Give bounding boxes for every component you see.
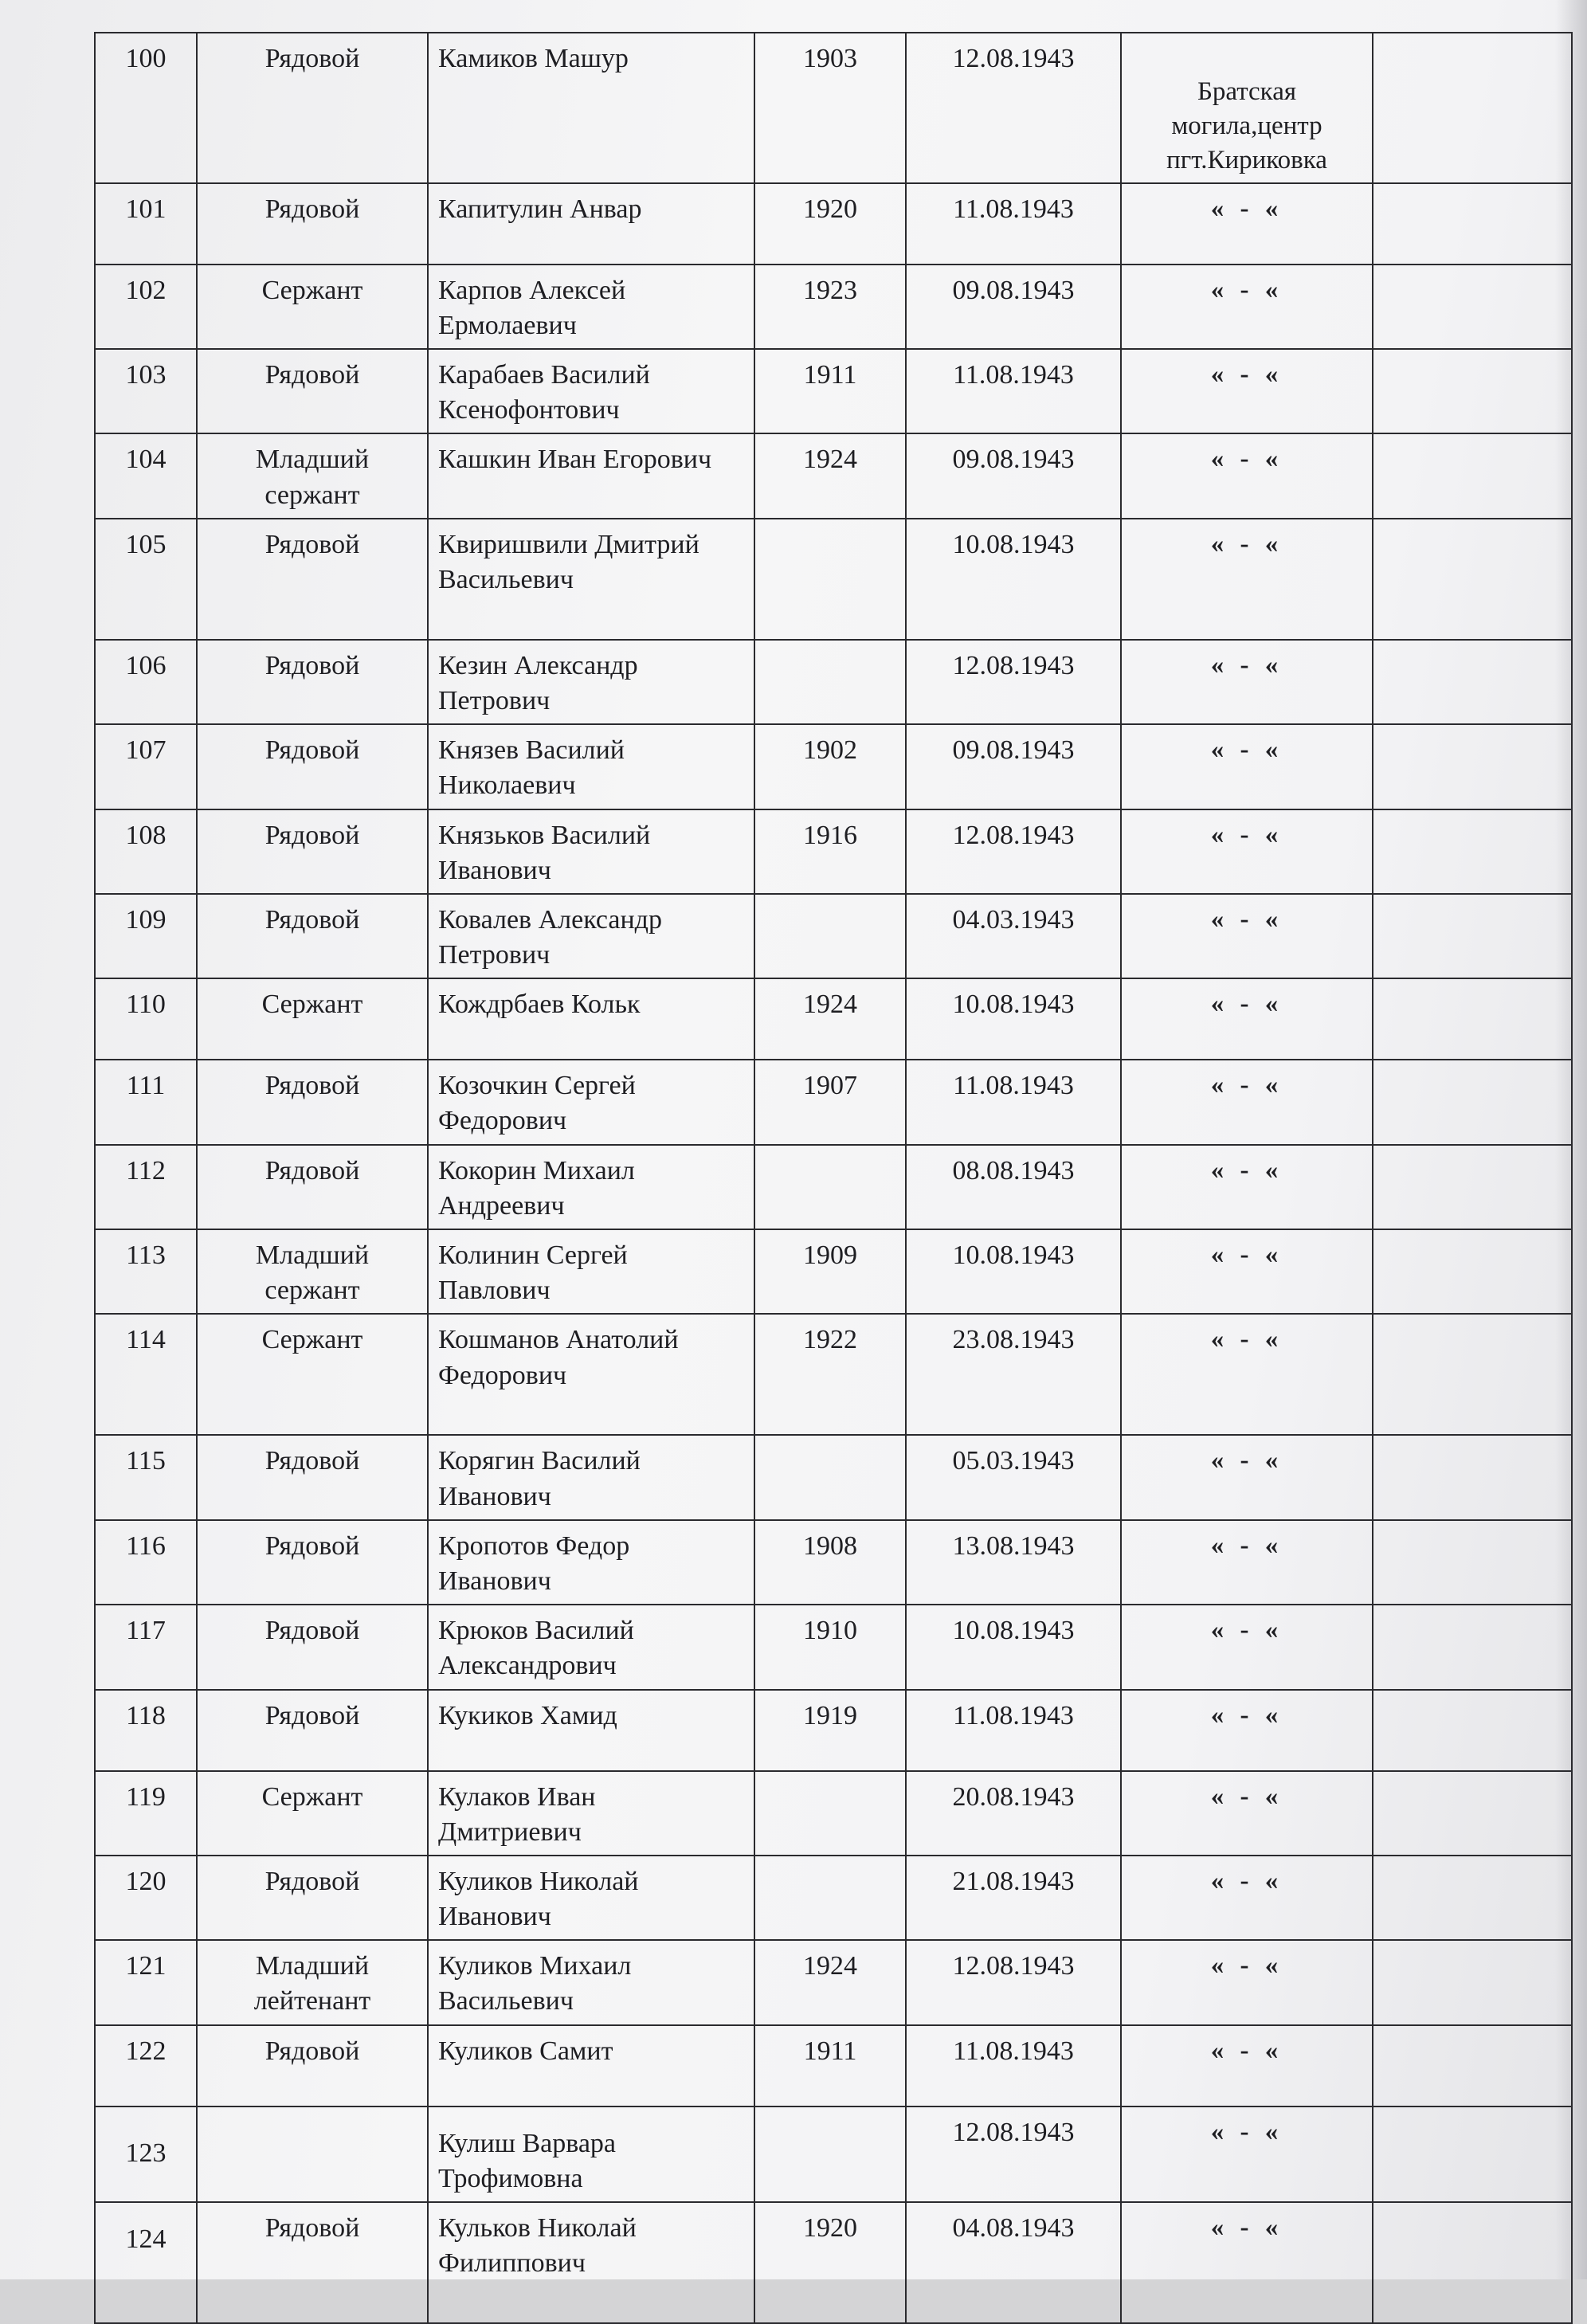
table-row <box>95 2106 1572 2202</box>
full-name: Князьков Василий Иванович <box>428 809 754 894</box>
military-rank: Рядовой <box>197 640 428 724</box>
full-name: Кашкин Иван Егорович <box>428 433 754 518</box>
burial-place <box>1121 1435 1373 1519</box>
ditto-mark: « - « <box>1210 1446 1283 1476</box>
burial-place <box>1121 519 1373 640</box>
ditto-mark: « - « <box>1210 1155 1283 1185</box>
ditto-mark: « - « <box>1210 445 1283 474</box>
ditto-mark: « - « <box>1210 2213 1283 2243</box>
full-name: Кульков Николай Филиппович <box>428 2202 754 2323</box>
birth-year <box>754 2106 906 2202</box>
birth-year: 1920 <box>754 183 906 265</box>
full-name: Ковалев Александр Петрович <box>428 894 754 978</box>
burial-place <box>1121 1060 1373 1144</box>
empty-cell <box>1373 433 1572 518</box>
burial-place <box>1121 1605 1373 1689</box>
ditto-mark: « - « <box>1210 1700 1283 1730</box>
burial-place <box>1121 2106 1373 2202</box>
burial-place <box>1121 433 1373 518</box>
ditto-mark: « - « <box>1210 529 1283 558</box>
full-name: Кулаков Иван Дмитриевич <box>428 1771 754 1856</box>
military-rank: Сержант <box>197 1314 428 1435</box>
ditto-mark: « - « <box>1210 1781 1283 1811</box>
empty-cell <box>1373 1771 1572 1856</box>
birth-year: 1923 <box>754 265 906 349</box>
record-number: 121 <box>95 1940 197 2024</box>
military-rank: Рядовой <box>197 1605 428 1689</box>
military-rank: Младший лейтенант <box>197 1940 428 2024</box>
record-number: 118 <box>95 1690 197 1771</box>
military-rank: Рядовой <box>197 183 428 265</box>
ditto-mark: « - « <box>1210 275 1283 304</box>
full-name: Кропотов Федор Иванович <box>428 1520 754 1605</box>
birth-year <box>754 1856 906 1940</box>
ditto-mark: « - « <box>1210 1240 1283 1270</box>
empty-cell <box>1373 1940 1572 2024</box>
military-rank: Сержант <box>197 978 428 1060</box>
record-number: 111 <box>95 1060 197 1144</box>
death-date: 12.08.1943 <box>906 2106 1121 2202</box>
ditto-mark: « - « <box>1210 1866 1283 1895</box>
table-row <box>95 1520 1572 1605</box>
table-row <box>95 1771 1572 1856</box>
military-rank <box>197 2106 428 2202</box>
record-number: 117 <box>95 1605 197 1689</box>
ditto-mark: « - « <box>1210 360 1283 390</box>
full-name: Карпов Алексей Ермолаевич <box>428 265 754 349</box>
death-date: 09.08.1943 <box>906 433 1121 518</box>
death-date: 11.08.1943 <box>906 1690 1121 1771</box>
record-number: 110 <box>95 978 197 1060</box>
death-date: 13.08.1943 <box>906 1520 1121 1605</box>
ditto-mark: « - « <box>1210 990 1283 1019</box>
full-name: Князев Василий Николаевич <box>428 724 754 809</box>
birth-year <box>754 1145 906 1229</box>
death-date: 10.08.1943 <box>906 1229 1121 1314</box>
empty-cell <box>1373 1856 1572 1940</box>
birth-year: 1924 <box>754 433 906 518</box>
military-rank: Младший сержант <box>197 433 428 518</box>
full-name: Кокорин Михаил Андреевич <box>428 1145 754 1229</box>
table-row <box>95 1690 1572 1771</box>
ditto-mark: « - « <box>1210 904 1283 934</box>
birth-year: 1908 <box>754 1520 906 1605</box>
birth-year <box>754 894 906 978</box>
empty-cell <box>1373 1435 1572 1519</box>
military-rank: Младший сержант <box>197 1229 428 1314</box>
death-date: 09.08.1943 <box>906 265 1121 349</box>
full-name: Куликов Николай Иванович <box>428 1856 754 1940</box>
death-date: 05.03.1943 <box>906 1435 1121 1519</box>
record-number: 123 <box>95 2106 197 2202</box>
ditto-mark: « - « <box>1210 2117 1283 2146</box>
full-name: Кошманов Анатолий Федорович <box>428 1314 754 1435</box>
burial-place <box>1121 2202 1373 2323</box>
table-row <box>95 1940 1572 2024</box>
table-row <box>95 978 1572 1060</box>
death-date: 04.08.1943 <box>906 2202 1121 2323</box>
full-name: Квиришвили Дмитрий Васильевич <box>428 519 754 640</box>
table-row <box>95 640 1572 724</box>
full-name: Кождрбаев Кольк <box>428 978 754 1060</box>
burial-place <box>1121 183 1373 265</box>
burial-place <box>1121 640 1373 724</box>
death-date: 11.08.1943 <box>906 349 1121 433</box>
burial-place <box>1121 978 1373 1060</box>
military-rank: Рядовой <box>197 809 428 894</box>
military-rank: Рядовой <box>197 1145 428 1229</box>
table-row <box>95 183 1572 265</box>
table-row <box>95 349 1572 433</box>
birth-year: 1924 <box>754 978 906 1060</box>
empty-cell <box>1373 1520 1572 1605</box>
record-number: 120 <box>95 1856 197 1940</box>
birth-year <box>754 1435 906 1519</box>
military-rank: Рядовой <box>197 349 428 433</box>
military-rank: Сержант <box>197 265 428 349</box>
death-date: 20.08.1943 <box>906 1771 1121 1856</box>
record-number: 101 <box>95 183 197 265</box>
empty-cell <box>1373 1690 1572 1771</box>
burial-place: Братская могила,центр пгт.Кириковка <box>1121 33 1373 183</box>
full-name: Куликов Самит <box>428 2025 754 2106</box>
death-date: 11.08.1943 <box>906 2025 1121 2106</box>
empty-cell <box>1373 2106 1572 2202</box>
table-row <box>95 1060 1572 1144</box>
empty-cell <box>1373 183 1572 265</box>
birth-year <box>754 519 906 640</box>
ditto-mark: « - « <box>1210 1616 1283 1645</box>
military-rank: Сержант <box>197 1771 428 1856</box>
ditto-mark: « - « <box>1210 194 1283 223</box>
ditto-mark: « - « <box>1210 1071 1283 1100</box>
table-row <box>95 1856 1572 1940</box>
full-name: Колинин Сергей Павлович <box>428 1229 754 1314</box>
table-row <box>95 2025 1572 2106</box>
record-number: 109 <box>95 894 197 978</box>
military-rank: Рядовой <box>197 33 428 183</box>
ditto-mark: « - « <box>1210 650 1283 680</box>
record-number: 124 <box>95 2202 197 2323</box>
full-name: Камиков Машур <box>428 33 754 183</box>
ditto-mark: « - « <box>1210 2036 1283 2065</box>
table-row <box>95 1145 1572 1229</box>
record-number: 114 <box>95 1314 197 1435</box>
table-row <box>95 1229 1572 1314</box>
birth-year: 1922 <box>754 1314 906 1435</box>
empty-cell <box>1373 265 1572 349</box>
record-number: 108 <box>95 809 197 894</box>
record-number: 113 <box>95 1229 197 1314</box>
birth-year: 1911 <box>754 349 906 433</box>
death-date: 12.08.1943 <box>906 809 1121 894</box>
empty-cell <box>1373 1605 1572 1689</box>
table-row <box>95 33 1572 183</box>
death-date: 21.08.1943 <box>906 1856 1121 1940</box>
death-date: 11.08.1943 <box>906 183 1121 265</box>
death-date: 11.08.1943 <box>906 1060 1121 1144</box>
death-date: 12.08.1943 <box>906 1940 1121 2024</box>
full-name: Козочкин Сергей Федорович <box>428 1060 754 1144</box>
death-date: 10.08.1943 <box>906 978 1121 1060</box>
empty-cell <box>1373 1314 1572 1435</box>
military-rank: Рядовой <box>197 1856 428 1940</box>
birth-year: 1911 <box>754 2025 906 2106</box>
empty-cell <box>1373 349 1572 433</box>
burial-place <box>1121 1940 1373 2024</box>
record-number: 104 <box>95 433 197 518</box>
burial-place <box>1121 2025 1373 2106</box>
record-number: 122 <box>95 2025 197 2106</box>
burial-place <box>1121 1229 1373 1314</box>
burial-place <box>1121 1771 1373 1856</box>
military-rank: Рядовой <box>197 1520 428 1605</box>
birth-year: 1907 <box>754 1060 906 1144</box>
ditto-mark: « - « <box>1210 820 1283 849</box>
ditto-mark: « - « <box>1210 735 1283 765</box>
full-name: Кукиков Хамид <box>428 1690 754 1771</box>
birth-year: 1903 <box>754 33 906 183</box>
record-number: 112 <box>95 1145 197 1229</box>
birth-year: 1909 <box>754 1229 906 1314</box>
burial-register-table <box>94 32 1573 2324</box>
table-row <box>95 1605 1572 1689</box>
birth-year: 1902 <box>754 724 906 809</box>
table-row <box>95 1314 1572 1435</box>
empty-cell <box>1373 519 1572 640</box>
birth-year: 1916 <box>754 809 906 894</box>
military-rank: Рядовой <box>197 1060 428 1144</box>
empty-cell <box>1373 1060 1572 1144</box>
birth-year <box>754 640 906 724</box>
military-rank: Рядовой <box>197 1690 428 1771</box>
table-row <box>95 809 1572 894</box>
full-name: Карабаев Василий Ксенофонтович <box>428 349 754 433</box>
record-number: 107 <box>95 724 197 809</box>
table-row <box>95 894 1572 978</box>
military-rank: Рядовой <box>197 2202 428 2323</box>
table-row <box>95 519 1572 640</box>
death-date: 10.08.1943 <box>906 519 1121 640</box>
burial-place <box>1121 894 1373 978</box>
record-number: 102 <box>95 265 197 349</box>
full-name: Капитулин Анвар <box>428 183 754 265</box>
empty-cell <box>1373 724 1572 809</box>
full-name: Куликов Михаил Васильевич <box>428 1940 754 2024</box>
death-date: 10.08.1943 <box>906 1605 1121 1689</box>
full-name: Корягин Василий Иванович <box>428 1435 754 1519</box>
table-row <box>95 724 1572 809</box>
birth-year: 1924 <box>754 1940 906 2024</box>
birth-year <box>754 1771 906 1856</box>
empty-cell <box>1373 33 1572 183</box>
table-row <box>95 433 1572 518</box>
burial-place <box>1121 1856 1373 1940</box>
military-rank: Рядовой <box>197 894 428 978</box>
death-date: 08.08.1943 <box>906 1145 1121 1229</box>
table-row <box>95 1435 1572 1519</box>
record-number: 119 <box>95 1771 197 1856</box>
birth-year: 1919 <box>754 1690 906 1771</box>
burial-place <box>1121 1314 1373 1435</box>
burial-place <box>1121 265 1373 349</box>
ditto-mark: « - « <box>1210 1325 1283 1354</box>
empty-cell <box>1373 640 1572 724</box>
full-name: Кезин Александр Петрович <box>428 640 754 724</box>
ditto-mark: « - « <box>1210 1951 1283 1981</box>
military-rank: Рядовой <box>197 1435 428 1519</box>
military-rank: Рядовой <box>197 2025 428 2106</box>
record-number: 115 <box>95 1435 197 1519</box>
burial-place <box>1121 349 1373 433</box>
burial-place <box>1121 1145 1373 1229</box>
empty-cell <box>1373 1145 1572 1229</box>
military-rank: Рядовой <box>197 724 428 809</box>
record-number: 100 <box>95 33 197 183</box>
empty-cell <box>1373 1229 1572 1314</box>
burial-place <box>1121 724 1373 809</box>
empty-cell <box>1373 2202 1572 2323</box>
table-row <box>95 265 1572 349</box>
empty-cell <box>1373 894 1572 978</box>
birth-year: 1920 <box>754 2202 906 2323</box>
record-number: 105 <box>95 519 197 640</box>
record-number: 116 <box>95 1520 197 1605</box>
empty-cell <box>1373 978 1572 1060</box>
full-name: Крюков Василий Александрович <box>428 1605 754 1689</box>
table-row <box>95 2202 1572 2323</box>
ditto-mark: « - « <box>1210 1530 1283 1560</box>
death-date: 12.08.1943 <box>906 640 1121 724</box>
burial-place <box>1121 809 1373 894</box>
empty-cell <box>1373 2025 1572 2106</box>
military-rank: Рядовой <box>197 519 428 640</box>
burial-place <box>1121 1520 1373 1605</box>
full-name: Кулиш Варвара Трофимовна <box>428 2106 754 2202</box>
record-number: 106 <box>95 640 197 724</box>
empty-cell <box>1373 809 1572 894</box>
record-number: 103 <box>95 349 197 433</box>
death-date: 23.08.1943 <box>906 1314 1121 1435</box>
death-date: 09.08.1943 <box>906 724 1121 809</box>
death-date: 12.08.1943 <box>906 33 1121 183</box>
death-date: 04.03.1943 <box>906 894 1121 978</box>
burial-place <box>1121 1690 1373 1771</box>
birth-year: 1910 <box>754 1605 906 1689</box>
